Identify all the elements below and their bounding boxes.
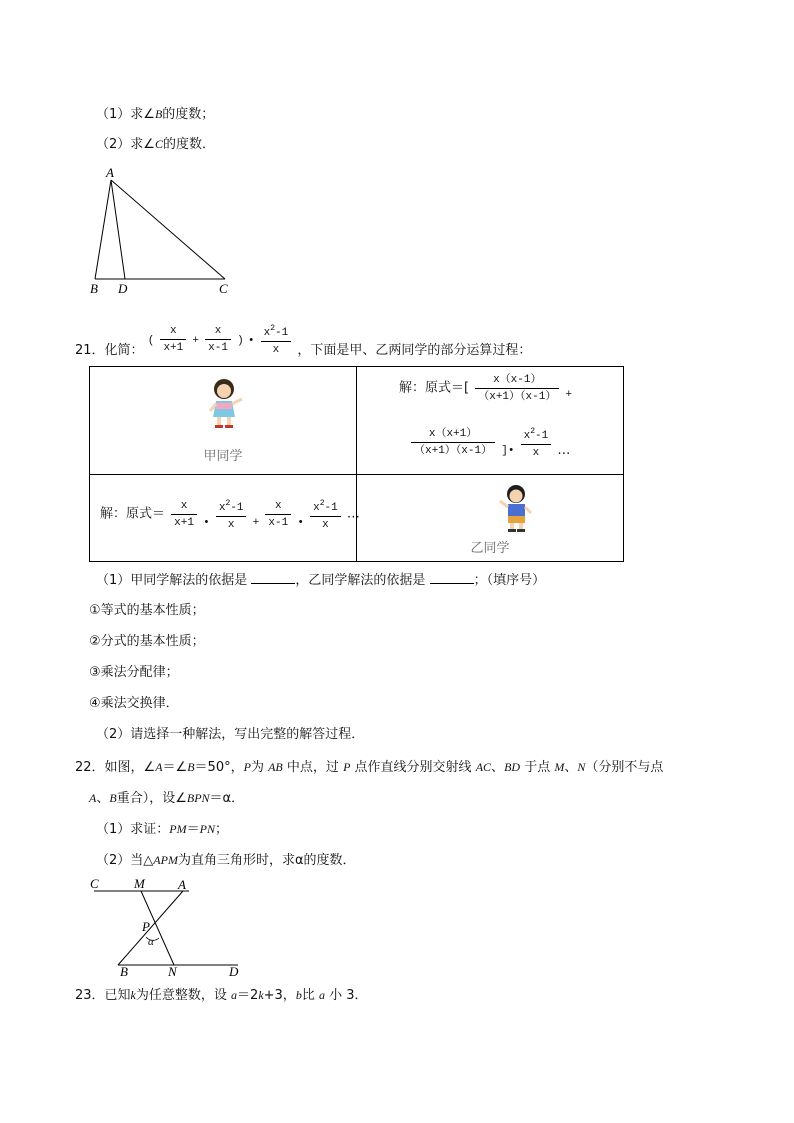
yi-fraction-c: $\frac{x}{x-1}$ [265,499,291,530]
label-b2: B [120,964,128,979]
jia-solution-line1: 解：原式＝[ $\frac{x(x-1)}{(x+1)(x-1)}$ + [399,374,573,403]
fraction-x2minus1-over-x: $\frac{x^2-1}{x}$ [261,322,292,357]
jia-fraction-c: $\frac{x^2-1}{x}$ [521,425,552,460]
var-c: C [154,137,163,151]
girl-student-icon [204,377,246,429]
cell-yi-solution [90,475,360,562]
label-d2: D [229,964,239,979]
jia-fraction-b: $\frac{x(x+1)}{(x+1)(x-1)}$ [411,427,495,458]
boy-student-icon [497,483,537,533]
yi-fraction-d: $\frac{x^2-1}{x}$ [310,497,341,532]
q21-header [75,322,531,362]
label-n: N [168,964,177,979]
jia-solution-line2: $\frac{x(x+1)}{(x+1)(x-1)}$ ]• $\frac{x^2-1}{x}$ … [409,425,570,465]
q21-tail: ，下面是甲、乙两同学的部分运算过程： [297,343,532,358]
yi-fraction-b: $\frac{x^2-1}{x}$ [216,497,247,532]
label-alpha: α [148,936,154,948]
solution-table [89,366,624,562]
q21-sub2: （2）请选择一种解法，写出完整的解答过程． [96,727,365,742]
q22-line1: 22．如图，∠A＝∠B＝50°，P为 AB 中点，过 P 点作直线分别交射线 AC、BD 于点 M、N（分别不与点 [75,760,664,775]
yi-fraction-a: $\frac{x}{x+1}$ [171,499,197,530]
q22-sub2: （2）当△APM为直角三角形时，求α的度数． [96,853,356,868]
answer-blank-yi[interactable] [430,571,474,584]
cell-jia-student [90,367,357,475]
label-c2: C [90,876,99,891]
fraction-x-over-xminus1: $\frac{x}{x-1}$ [205,324,231,355]
q20-part2-end: 的度数． [162,137,215,152]
label-d: D [118,281,128,296]
q20-part1 [96,105,214,124]
option-1: ①等式的基本性质； [89,603,205,618]
cell-yi-student [357,475,624,562]
paren-open: ( [147,335,155,347]
q20-part1-text: （1）求∠ [96,107,155,122]
q20-part2 [96,135,215,154]
label-a: A [106,165,114,180]
q21-sub1: （1）甲同学解法的依据是 ，乙同学解法的依据是 ；（填序号） [96,573,546,588]
dot-operator: • [247,335,255,347]
triangle-figure [84,162,244,300]
q21-number: 21．化简： [75,343,144,358]
label-b: B [90,281,98,296]
q23-line: 23．已知k为任意整数，设 a＝2k+3，b比 a 小 3． [75,988,368,1003]
yi-solution-line: 解：原式＝ $\frac{x}{x+1}$ • $\frac{x^2-1}{x}$ + $\frac{x}{x-1}$ • $\frac{x^2-1}{x}$ … [100,499,360,531]
q22-line2: A、B重合），设∠BPN＝α． [89,791,245,806]
option-3: ③乘法分配律； [89,665,179,680]
paren-close: ) [237,335,244,347]
jia-fraction-a: $\frac{x(x-1)}{(x+1)(x-1)}$ [475,373,559,404]
plus-sign: + [192,335,199,347]
jia-student-label: 甲同学 [203,449,243,464]
var-b: B [154,107,163,121]
hourglass-figure [86,874,246,980]
label-a2: A [178,877,186,892]
yi-student-label: 乙同学 [470,541,510,556]
fraction-x-over-xplus1: $\frac{x}{x+1}$ [160,324,186,355]
q22-sub1: （1）求证：PM＝PN； [96,822,228,837]
cell-jia-solution [357,367,624,475]
label-p: P [142,919,150,934]
q20-part2-text: （2）求∠ [96,137,155,152]
label-c: C [219,281,228,296]
label-m: M [134,876,145,891]
option-4: ④乘法交换律． [89,696,179,711]
option-2: ②分式的基本性质； [89,634,205,649]
q20-part1-end: 的度数； [162,107,215,122]
answer-blank-jia[interactable] [251,571,295,584]
q21-expression [148,322,294,357]
